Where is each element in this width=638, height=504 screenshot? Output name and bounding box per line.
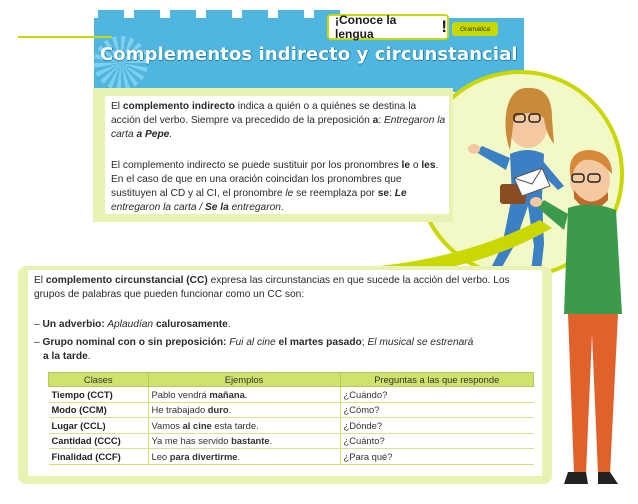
section-tag-label: ¡Conoce la lengua <box>335 13 397 41</box>
list-item-nominal-group <box>34 336 540 364</box>
table-cell-example: He trabajado duro. <box>148 402 340 418</box>
banner-crenel <box>134 10 160 20</box>
table-cell-question: ¿Para qué? <box>340 449 534 465</box>
section-tag <box>327 14 449 40</box>
table-cell-class: Modo (CCM) <box>49 402 149 418</box>
indirect-object-panel <box>105 96 449 214</box>
table-row <box>49 433 534 449</box>
table-cell-question: ¿Cuándo? <box>340 387 534 403</box>
table-header-row <box>49 373 534 387</box>
table-cell-class: Tiempo (CCT) <box>49 387 149 403</box>
page-title: Complementos indirecto y circunstancial <box>100 44 518 65</box>
column-header-classes: Clases <box>49 373 149 387</box>
banner-crenel <box>98 10 124 20</box>
accent-stripe <box>18 36 112 38</box>
table-cell-example: Vamos al cine esta tarde. <box>148 418 340 434</box>
section-tag-bang: ! <box>441 17 447 36</box>
indirect-pronouns: El complemento indirecto se puede sustituir por los pronombres le o les. En el caso de que en una oración coincidan los pronombres que sustituyen al CD y al CI, el pronombre le se reemplaza por se: Le entregaron la carta / Se la entregaron. <box>111 160 439 213</box>
table-cell-class: Lugar (CCL) <box>49 418 149 434</box>
table-row <box>49 387 534 403</box>
table-cell-example: Pablo vendrá mañana. <box>148 387 340 403</box>
table-row <box>49 418 534 434</box>
table-cell-question: ¿Cuánto? <box>340 433 534 449</box>
banner-crenel <box>206 10 232 20</box>
table-body <box>49 387 534 465</box>
column-header-questions: Preguntas a las que responde <box>340 373 534 387</box>
circumstantial-panel <box>28 270 542 476</box>
list-item-adverb: – Un adverbio: Aplaudían calurosamente. <box>34 319 231 330</box>
table-row <box>49 449 534 465</box>
table-cell-example: Ya me has servido bastante. <box>148 433 340 449</box>
table-cell-question: ¿Cómo? <box>340 402 534 418</box>
column-header-examples: Ejemplos <box>148 373 340 387</box>
category-badge: Gramática <box>452 22 498 36</box>
table-cell-class: Finalidad (CCF) <box>49 449 149 465</box>
table-cell-class: Cantidad (CCC) <box>49 433 149 449</box>
banner-crenel <box>242 10 268 20</box>
circumstantial-definition: El complemento circunstancial (CC) expresa las circunstancias en que sucede la acción del verbo. Los grupos de palabras que pueden funcionar como un CC son: <box>34 275 510 300</box>
list-item-nominal-line2: a la tarde. <box>43 351 91 362</box>
indirect-definition: El complemento indirecto indica a quién o a quiénes se destina la acción del verbo. Siempre va precedido de la preposición a: Entregaron la carta a Pepe. <box>111 101 446 140</box>
circumstantial-box <box>18 266 552 484</box>
table-cell-question: ¿Dónde? <box>340 418 534 434</box>
banner-crenel <box>170 10 196 20</box>
banner-crenel <box>278 10 304 20</box>
circumstantial-table <box>48 372 534 465</box>
table-cell-example: Leo para divertirme. <box>148 449 340 465</box>
indirect-object-box <box>93 88 453 222</box>
table-row <box>49 402 534 418</box>
list-item-nominal-line1: – Grupo nominal con o sin preposición: Fui al cine el martes pasado; El musical se estrenará <box>34 337 474 348</box>
